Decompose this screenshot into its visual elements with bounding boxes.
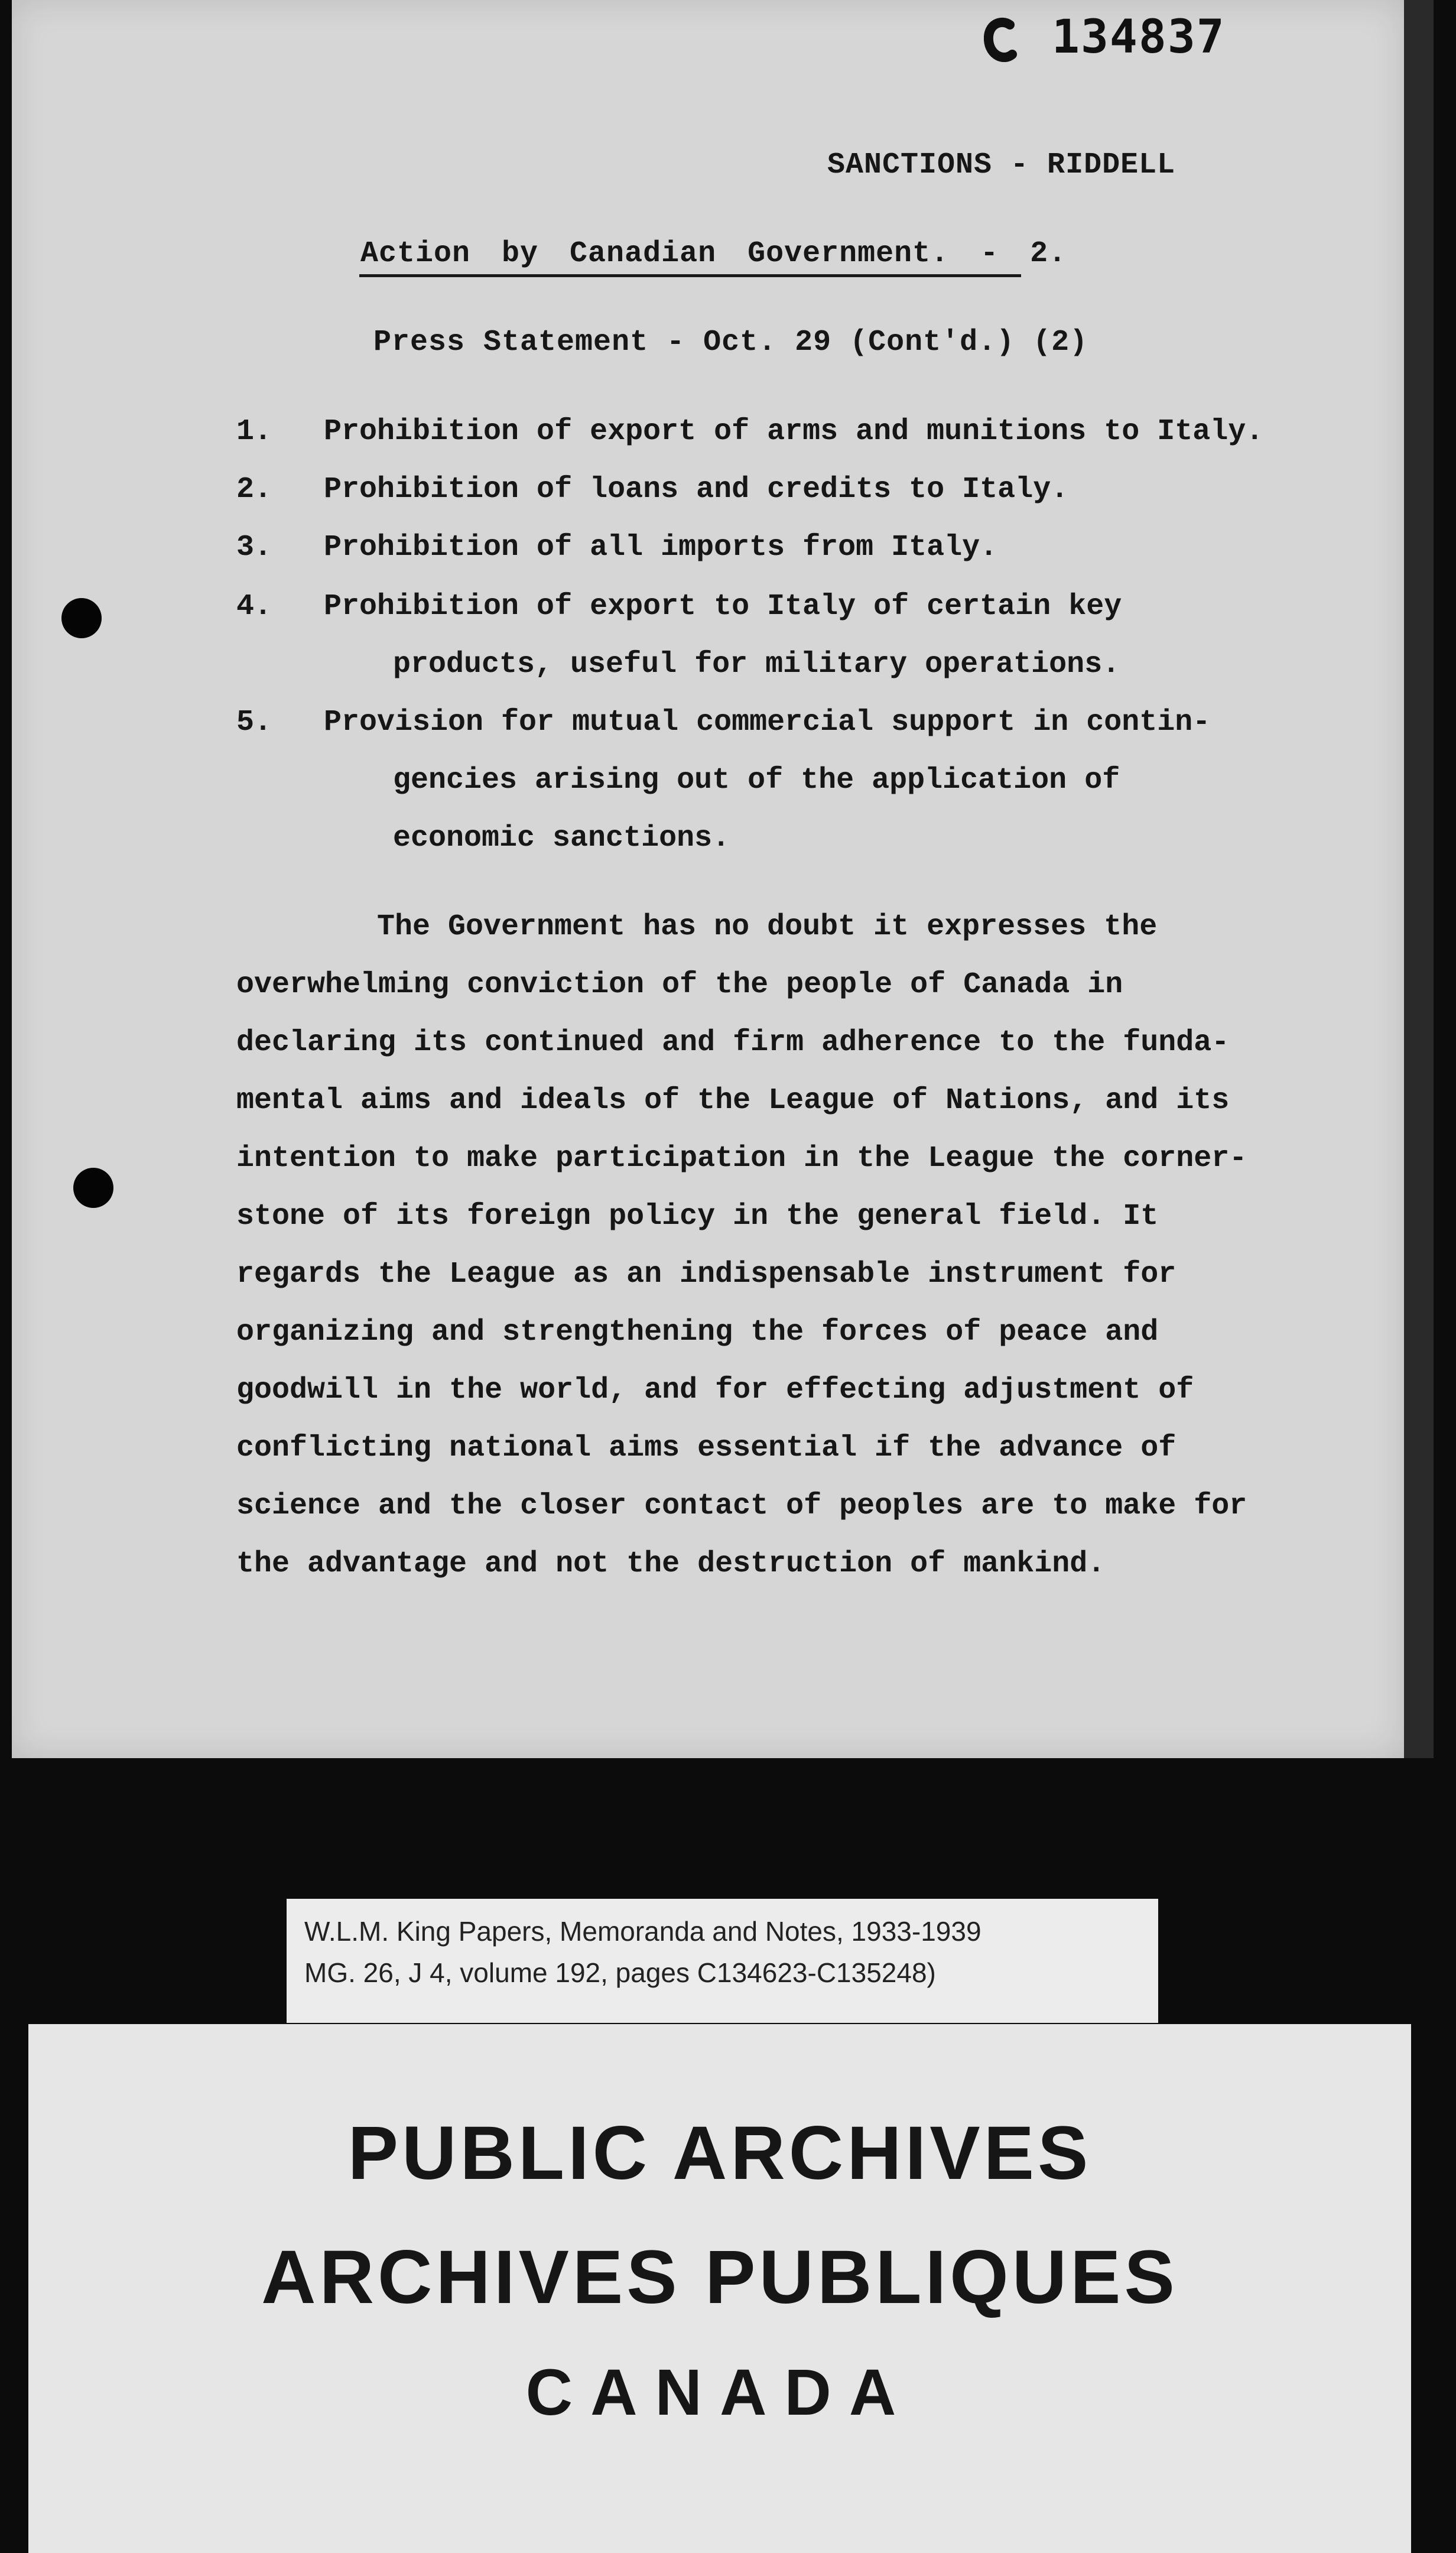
header-tag: SANCTIONS - RIDDELL: [827, 148, 1176, 182]
paragraph-line: declaring its continued and firm adherence to the funda-: [236, 1026, 1230, 1060]
document-title: Action by Canadian Government. - 2.: [360, 237, 1067, 271]
list-item-text: economic sanctions.: [393, 821, 730, 855]
title-underline: [359, 274, 1021, 277]
list-number: 1.: [236, 415, 272, 449]
list-number: 3.: [236, 531, 272, 564]
document-subtitle: Press Statement - Oct. 29 (Cont'd.) (2): [373, 326, 1088, 359]
paragraph-line: stone of its foreign policy in the general field. It: [236, 1200, 1159, 1233]
list-number: 5.: [236, 706, 272, 739]
list-number: 2.: [236, 473, 272, 506]
paragraph-line: mental aims and ideals of the League of Nations, and its: [236, 1084, 1230, 1118]
list-item-text: Provision for mutual commercial support in contin-: [324, 706, 1211, 739]
archive-stamp: [28, 2024, 1411, 2553]
archive-stamp-line1: PUBLIC ARCHIVES: [347, 2111, 1092, 2195]
archive-stamp-line2: ARCHIVES PUBLIQUES: [261, 2235, 1178, 2320]
paragraph-line: overwhelming conviction of the people of Canada in: [236, 968, 1123, 1002]
archive-stamp-line3: CANADA: [525, 2356, 914, 2429]
list-number: 4.: [236, 590, 272, 623]
paragraph-line: organizing and strengthening the forces of peace and: [236, 1316, 1159, 1349]
punch-hole: [73, 1168, 113, 1208]
document-number: [981, 11, 1226, 64]
paragraph-line: regards the League as an indispensable instrument for: [236, 1258, 1176, 1291]
source-label-line2: MG. 26, J 4, volume 192, pages C134623-C135248): [304, 1957, 936, 1988]
paragraph-line: conflicting national aims essential if the advance of: [236, 1431, 1176, 1465]
document-number-text: 134837: [1052, 11, 1226, 64]
list-item-text: gencies arising out of the application of: [393, 764, 1120, 797]
paragraph-line: goodwill in the world, and for effecting adjustment of: [236, 1373, 1194, 1407]
paragraph-line: The Government has no doubt it expresses the: [377, 910, 1158, 944]
list-item-text: Prohibition of export of arms and munitions to Italy.: [324, 415, 1264, 449]
list-item-text: Prohibition of export to Italy of certain key: [324, 590, 1122, 623]
paragraph-line: intention to make participation in the League the corner-: [236, 1142, 1247, 1175]
paragraph-line: the advantage and not the destruction of mankind.: [236, 1547, 1106, 1581]
punch-hole: [61, 598, 102, 638]
list-item-text: products, useful for military operations.: [393, 648, 1120, 681]
list-item-text: Prohibition of loans and credits to Italy.: [324, 473, 1069, 506]
source-label-line1: W.L.M. King Papers, Memoranda and Notes, 1933-1939: [304, 1916, 982, 1947]
paragraph-line: science and the closer contact of peoples are to make for: [236, 1489, 1247, 1523]
source-label: [287, 1899, 1158, 2023]
page-edge-shadow: [1404, 0, 1434, 1758]
list-item-text: Prohibition of all imports from Italy.: [324, 531, 998, 564]
